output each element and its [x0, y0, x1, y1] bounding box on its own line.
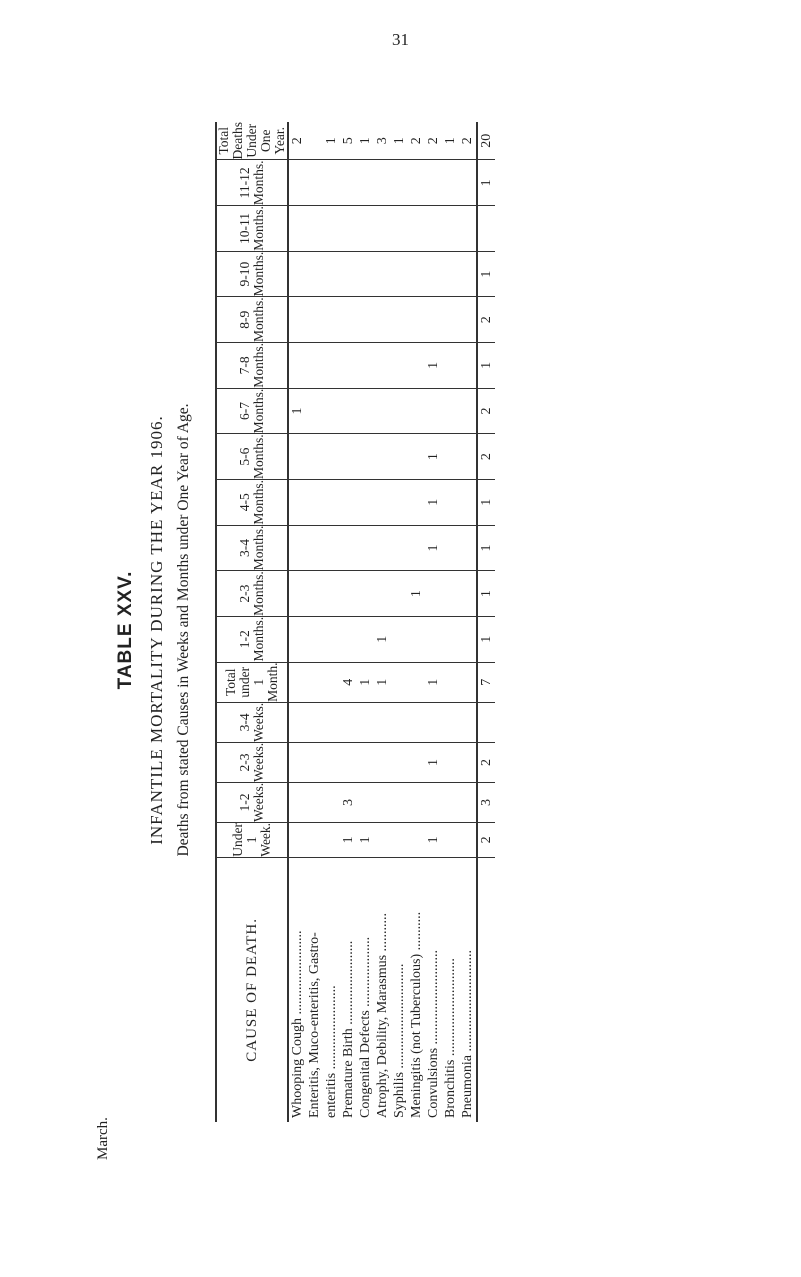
count-cell	[374, 434, 391, 480]
count-cell	[340, 251, 357, 297]
count-cell	[459, 616, 477, 662]
count-cell: 2	[459, 122, 477, 160]
count-cell	[408, 388, 425, 434]
count-cell	[459, 702, 477, 742]
count-cell: 3	[374, 122, 391, 160]
column-header: 6-7 Months.	[216, 388, 288, 434]
count-cell	[357, 782, 374, 822]
count-cell	[408, 297, 425, 343]
table-row	[357, 122, 374, 1122]
count-cell	[306, 782, 323, 822]
count-cell	[340, 479, 357, 525]
count-cell	[459, 343, 477, 389]
count-cell	[425, 206, 442, 252]
count-cell	[340, 742, 357, 782]
table-row	[323, 122, 340, 1122]
count-cell	[408, 251, 425, 297]
column-header: 1-2 Months.	[216, 616, 288, 662]
table-row	[288, 122, 306, 1122]
count-cell	[374, 571, 391, 617]
count-cell	[288, 702, 306, 742]
cause-cell: Congenital Defects ....................	[358, 936, 373, 1118]
total-cell: 2	[477, 742, 495, 782]
count-cell	[442, 160, 459, 206]
count-cell	[306, 822, 323, 857]
column-header: 2-3 Weeks.	[216, 742, 288, 782]
count-cell	[323, 571, 340, 617]
count-cell	[340, 297, 357, 343]
count-cell	[374, 479, 391, 525]
count-cell	[323, 160, 340, 206]
count-cell	[340, 616, 357, 662]
count-cell	[357, 616, 374, 662]
count-cell	[357, 525, 374, 571]
count-cell	[442, 251, 459, 297]
column-header: 8-9 Months.	[216, 297, 288, 343]
count-cell	[340, 206, 357, 252]
count-cell: 1	[442, 122, 459, 160]
count-cell	[442, 525, 459, 571]
count-cell	[306, 742, 323, 782]
count-cell	[357, 297, 374, 343]
count-cell	[306, 343, 323, 389]
table-row	[340, 122, 357, 1122]
count-cell	[459, 782, 477, 822]
cause-cell: Syphilis ..............................	[392, 963, 407, 1118]
count-cell: 1	[323, 122, 340, 160]
count-cell	[374, 343, 391, 389]
count-cell: 1	[425, 662, 442, 702]
count-cell: 1	[357, 122, 374, 160]
count-cell	[288, 525, 306, 571]
table-title: INFANTILE MORTALITY DURING THE YEAR 1906.	[147, 415, 166, 845]
count-cell	[340, 525, 357, 571]
count-cell: 2	[425, 122, 442, 160]
count-cell	[374, 297, 391, 343]
count-cell	[459, 525, 477, 571]
count-cell: 1	[425, 434, 442, 480]
count-cell	[374, 388, 391, 434]
count-cell	[425, 782, 442, 822]
column-header: Total Deaths Under One Year.	[216, 121, 287, 160]
month-label: March.	[95, 1117, 111, 1160]
count-cell	[323, 525, 340, 571]
count-cell	[288, 822, 306, 857]
count-cell	[442, 206, 459, 252]
count-cell	[357, 702, 374, 742]
count-cell	[442, 388, 459, 434]
rotated-page	[95, 100, 715, 1160]
count-cell	[391, 434, 408, 480]
count-cell	[425, 388, 442, 434]
count-cell	[357, 434, 374, 480]
count-cell	[391, 388, 408, 434]
count-cell	[425, 297, 442, 343]
count-cell	[408, 616, 425, 662]
count-cell	[306, 160, 323, 206]
count-cell	[306, 571, 323, 617]
total-cell	[477, 206, 495, 252]
count-cell	[323, 206, 340, 252]
cause-cell: Meningitis (not Tuberculous) ...........	[409, 911, 424, 1118]
count-cell	[442, 616, 459, 662]
count-cell	[306, 206, 323, 252]
column-header-cause: CAUSE OF DEATH.	[216, 857, 288, 1122]
count-cell	[408, 822, 425, 857]
count-cell	[391, 742, 408, 782]
count-cell	[306, 525, 323, 571]
count-cell	[442, 297, 459, 343]
count-cell	[408, 434, 425, 480]
count-cell	[340, 160, 357, 206]
column-header: 9-10 Months.	[216, 251, 288, 297]
cause-cell: Atrophy, Debility, Marasmus ...........	[375, 912, 390, 1118]
column-header: 1-2 Weeks.	[216, 782, 288, 822]
column-header: Total under 1 Month.	[216, 662, 288, 702]
count-cell	[306, 388, 323, 434]
count-cell	[459, 297, 477, 343]
count-cell	[442, 662, 459, 702]
count-cell	[340, 702, 357, 742]
count-cell	[408, 206, 425, 252]
count-cell	[374, 206, 391, 252]
count-cell	[357, 160, 374, 206]
count-cell	[374, 702, 391, 742]
count-cell: 1	[374, 616, 391, 662]
count-cell	[306, 122, 323, 160]
count-cell	[323, 616, 340, 662]
count-cell	[323, 388, 340, 434]
count-cell	[323, 702, 340, 742]
count-cell: 3	[340, 782, 357, 822]
count-cell: 1	[425, 343, 442, 389]
table-row	[442, 122, 459, 1122]
total-cell: 1	[477, 571, 495, 617]
count-cell	[459, 571, 477, 617]
count-cell	[288, 571, 306, 617]
count-cell	[408, 160, 425, 206]
count-cell	[425, 616, 442, 662]
column-header: 3-4 Months.	[216, 525, 288, 571]
count-cell	[323, 479, 340, 525]
count-cell	[288, 297, 306, 343]
total-cell: 3	[477, 782, 495, 822]
count-cell	[408, 343, 425, 389]
header-row	[216, 122, 288, 1122]
count-cell: 1	[425, 742, 442, 782]
count-cell	[442, 571, 459, 617]
count-cell	[391, 343, 408, 389]
count-cell	[288, 206, 306, 252]
count-cell	[323, 251, 340, 297]
count-cell	[374, 160, 391, 206]
column-header: 11-12 Months.	[216, 160, 288, 206]
count-cell	[459, 388, 477, 434]
count-cell	[306, 702, 323, 742]
count-cell	[374, 525, 391, 571]
count-cell	[391, 251, 408, 297]
table-row	[425, 122, 442, 1122]
count-cell	[357, 571, 374, 617]
table-row	[374, 122, 391, 1122]
count-cell: 1	[288, 388, 306, 434]
count-cell	[391, 525, 408, 571]
count-cell	[459, 822, 477, 857]
count-cell	[357, 388, 374, 434]
count-cell	[306, 297, 323, 343]
count-cell	[391, 160, 408, 206]
count-cell	[459, 251, 477, 297]
total-cell: 2	[477, 822, 495, 857]
count-cell	[391, 479, 408, 525]
total-cell: 1	[477, 616, 495, 662]
count-cell	[374, 822, 391, 857]
count-cell	[459, 479, 477, 525]
cause-cell: Pneumonia .............................	[459, 857, 477, 1122]
count-cell	[340, 434, 357, 480]
cause-cell: Premature Birth ........................	[341, 940, 356, 1118]
column-header: 7-8 Months.	[216, 343, 288, 389]
count-cell: 5	[340, 122, 357, 160]
count-cell	[391, 616, 408, 662]
column-header: 5-6 Months.	[216, 434, 288, 480]
column-header: 10-11 Months.	[216, 206, 288, 252]
cause-cell: Whooping Cough ........................	[290, 930, 305, 1118]
count-cell	[306, 616, 323, 662]
table-row	[408, 122, 425, 1122]
count-cell: 1	[408, 571, 425, 617]
count-cell: 4	[340, 662, 357, 702]
table-row	[459, 122, 477, 1122]
count-cell	[442, 434, 459, 480]
count-cell	[306, 251, 323, 297]
count-cell: 1	[340, 822, 357, 857]
count-cell	[442, 343, 459, 389]
count-cell: 1	[425, 822, 442, 857]
count-cell	[408, 702, 425, 742]
count-cell	[288, 479, 306, 525]
count-cell	[306, 434, 323, 480]
cause-cell: Convulsions ...........................	[426, 949, 441, 1118]
count-cell	[391, 702, 408, 742]
count-cell	[408, 479, 425, 525]
table-body	[288, 122, 495, 1122]
count-cell	[288, 434, 306, 480]
count-cell	[374, 782, 391, 822]
column-header: Under 1 Week.	[216, 822, 288, 857]
count-cell	[306, 662, 323, 702]
count-cell	[374, 742, 391, 782]
mortality-table	[215, 122, 495, 1122]
count-cell	[323, 434, 340, 480]
cause-cell: enteritis ........................	[324, 985, 339, 1118]
count-cell	[323, 662, 340, 702]
count-cell	[391, 571, 408, 617]
count-cell: 2	[408, 122, 425, 160]
count-cell: 1	[357, 662, 374, 702]
count-cell	[408, 662, 425, 702]
total-cell: 7	[477, 662, 495, 702]
count-cell	[442, 702, 459, 742]
count-cell	[425, 160, 442, 206]
total-cell: 20	[477, 122, 495, 160]
count-cell	[391, 782, 408, 822]
count-cell	[340, 388, 357, 434]
total-cell: 2	[477, 297, 495, 343]
count-cell: 1	[425, 525, 442, 571]
cause-cell	[477, 857, 495, 1122]
count-cell	[442, 742, 459, 782]
count-cell	[323, 297, 340, 343]
count-cell	[391, 662, 408, 702]
column-header: 2-3 Months.	[216, 571, 288, 617]
count-cell	[459, 206, 477, 252]
count-cell	[459, 742, 477, 782]
total-cell: 1	[477, 251, 495, 297]
page-number: 31	[392, 30, 409, 49]
column-header: 3-4 Weeks.	[216, 702, 288, 742]
table-row	[391, 122, 408, 1122]
count-cell	[425, 251, 442, 297]
count-cell	[340, 343, 357, 389]
total-cell: 1	[477, 343, 495, 389]
count-cell	[391, 297, 408, 343]
count-cell: 1	[357, 822, 374, 857]
count-cell	[391, 206, 408, 252]
count-cell	[323, 343, 340, 389]
count-cell	[357, 251, 374, 297]
count-cell	[442, 782, 459, 822]
count-cell	[323, 782, 340, 822]
count-cell	[442, 479, 459, 525]
total-cell: 2	[477, 434, 495, 480]
count-cell	[459, 434, 477, 480]
count-cell	[288, 742, 306, 782]
total-cell: 1	[477, 479, 495, 525]
table-name: TABLE XXV.	[115, 570, 136, 690]
count-cell	[288, 662, 306, 702]
count-cell	[306, 479, 323, 525]
count-cell	[288, 782, 306, 822]
count-cell	[408, 742, 425, 782]
count-cell	[408, 782, 425, 822]
count-cell	[408, 525, 425, 571]
count-cell	[357, 206, 374, 252]
total-cell: 1	[477, 525, 495, 571]
count-cell: 1	[374, 662, 391, 702]
count-cell	[425, 571, 442, 617]
cause-cell: Enteritis, Muco-enteritis, Gastro-	[307, 932, 322, 1118]
count-cell	[323, 822, 340, 857]
count-cell	[459, 662, 477, 702]
count-cell	[288, 251, 306, 297]
count-cell	[374, 251, 391, 297]
cause-cell: Bronchitis ............................	[443, 958, 458, 1118]
count-cell	[391, 822, 408, 857]
count-cell	[288, 160, 306, 206]
count-cell: 1	[425, 479, 442, 525]
count-cell	[288, 343, 306, 389]
count-cell: 2	[288, 122, 306, 160]
count-cell	[459, 160, 477, 206]
count-cell	[323, 742, 340, 782]
count-cell	[340, 571, 357, 617]
count-cell: 1	[391, 122, 408, 160]
table-row	[306, 122, 323, 1122]
count-cell	[288, 616, 306, 662]
total-cell: 2	[477, 388, 495, 434]
table-subtitle: Deaths from stated Causes in Weeks and Months under One Year of Age.	[175, 403, 192, 857]
total-cell: 1	[477, 160, 495, 206]
count-cell	[357, 343, 374, 389]
count-cell	[357, 742, 374, 782]
totals-row	[477, 122, 495, 1122]
count-cell	[357, 479, 374, 525]
count-cell	[442, 822, 459, 857]
count-cell	[425, 702, 442, 742]
total-cell	[477, 702, 495, 742]
column-header: 4-5 Months.	[216, 479, 288, 525]
